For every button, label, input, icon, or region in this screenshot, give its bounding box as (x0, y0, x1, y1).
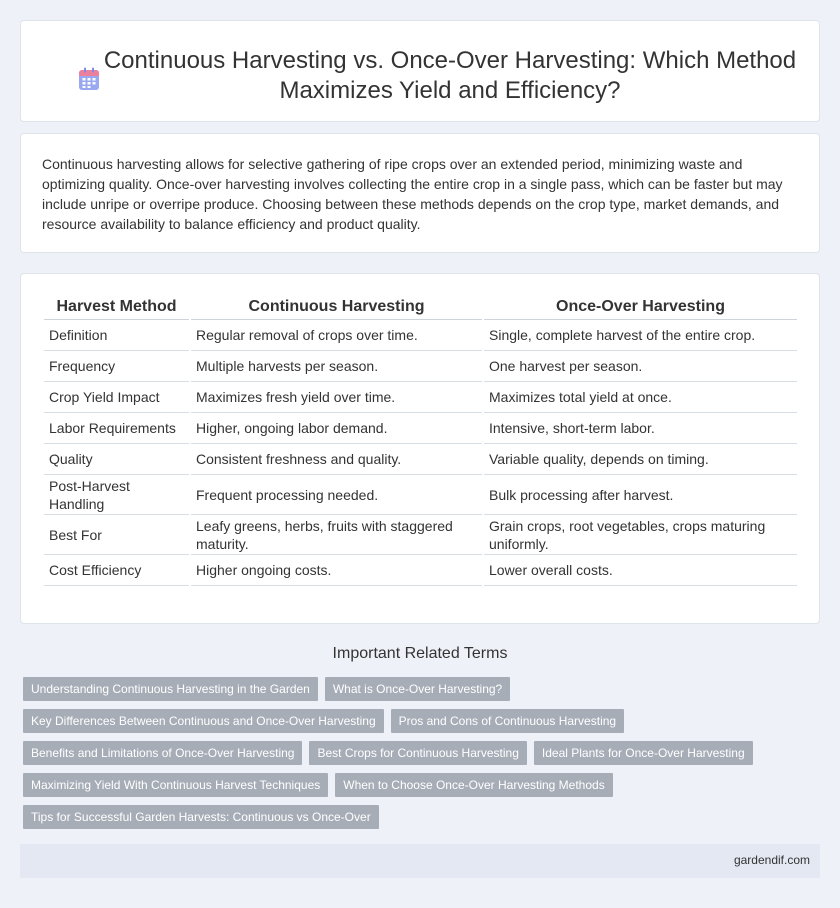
table-row (44, 555, 797, 586)
related-term-tag[interactable]: When to Choose Once-Over Harvesting Methods (335, 773, 612, 797)
table-row (44, 413, 797, 444)
table-row (44, 475, 797, 515)
once-over-cell: Lower overall costs. (484, 555, 797, 586)
table-header-row (44, 294, 797, 320)
related-term-tag[interactable]: Ideal Plants for Once-Over Harvesting (534, 741, 753, 765)
related-terms-list (23, 677, 823, 837)
continuous-cell: Leafy greens, herbs, fruits with staggered maturity. (191, 515, 482, 555)
comparison-card (20, 273, 820, 624)
table-row (44, 444, 797, 475)
related-term-tag[interactable]: Best Crops for Continuous Harvesting (309, 741, 526, 765)
row-label: Labor Requirements (44, 413, 189, 444)
continuous-cell: Regular removal of crops over time. (191, 320, 482, 351)
row-label: Quality (44, 444, 189, 475)
comparison-table (42, 294, 799, 586)
table-row (44, 351, 797, 382)
related-term-tag[interactable]: Understanding Continuous Harvesting in the Garden (23, 677, 318, 701)
related-terms-title: Important Related Terms (332, 645, 508, 662)
continuous-cell: Higher ongoing costs. (191, 555, 482, 586)
continuous-cell: Maximizes fresh yield over time. (191, 382, 482, 413)
row-label: Frequency (44, 351, 189, 382)
once-over-cell: Intensive, short-term labor. (484, 413, 797, 444)
related-term-tag[interactable]: Pros and Cons of Continuous Harvesting (391, 709, 624, 733)
once-over-cell: Grain crops, root vegetables, crops maturing uniformly. (484, 515, 797, 555)
page-title: Continuous Harvesting vs. Once-Over Harvesting: Which Method Maximizes Yield and Efficiency? (103, 47, 797, 104)
related-term-tag[interactable]: Tips for Successful Garden Harvests: Continuous vs Once-Over (23, 805, 379, 829)
title-card (20, 20, 820, 122)
row-label: Best For (44, 515, 189, 555)
once-over-cell: One harvest per season. (484, 351, 797, 382)
row-label: Post-Harvest Handling (44, 475, 189, 515)
continuous-cell: Multiple harvests per season. (191, 351, 482, 382)
related-term-tag[interactable]: Benefits and Limitations of Once-Over Harvesting (23, 741, 302, 765)
row-label: Crop Yield Impact (44, 382, 189, 413)
header-harvest-method: Harvest Method (44, 294, 189, 320)
table-row (44, 515, 797, 555)
once-over-cell: Variable quality, depends on timing. (484, 444, 797, 475)
intro-paragraph: Continuous harvesting allows for selective gathering of ripe crops over an extended period, minimizing waste and optimizing quality. Once-over harvesting involves collecting the entire crop in a single pass, which can be faster but may include unripe or overripe produce. Choosing between these methods depends on the crop type, market demands, and resource availability to balance efficiency and product quality. (42, 156, 783, 232)
continuous-cell: Frequent processing needed. (191, 475, 482, 515)
header-continuous: Continuous Harvesting (191, 294, 482, 320)
row-label: Definition (44, 320, 189, 351)
header-once-over: Once-Over Harvesting (484, 294, 797, 320)
once-over-cell: Bulk processing after harvest. (484, 475, 797, 515)
intro-card (20, 133, 820, 253)
footer-site-link[interactable]: gardendif.com (733, 853, 810, 867)
table-row (44, 382, 797, 413)
related-term-tag[interactable]: What is Once-Over Harvesting? (325, 677, 510, 701)
footer (20, 844, 820, 878)
row-label: Cost Efficiency (44, 555, 189, 586)
table-row (44, 320, 797, 351)
continuous-cell: Consistent freshness and quality. (191, 444, 482, 475)
related-term-tag[interactable]: Maximizing Yield With Continuous Harvest Techniques (23, 773, 328, 797)
once-over-cell: Maximizes total yield at once. (484, 382, 797, 413)
related-term-tag[interactable]: Key Differences Between Continuous and Once-Over Harvesting (23, 709, 384, 733)
continuous-cell: Higher, ongoing labor demand. (191, 413, 482, 444)
once-over-cell: Single, complete harvest of the entire crop. (484, 320, 797, 351)
